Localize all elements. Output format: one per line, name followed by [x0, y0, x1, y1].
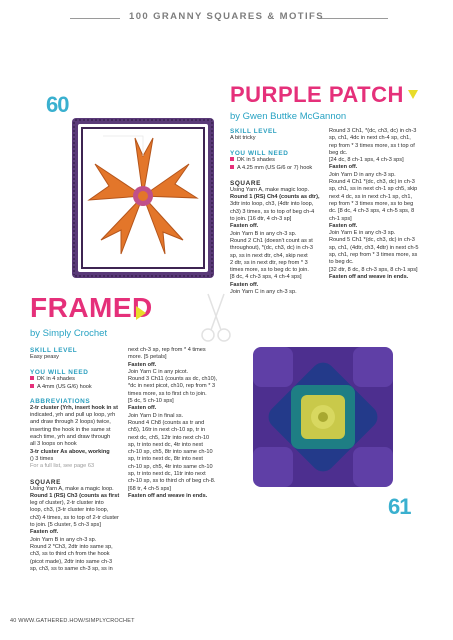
pattern-60-title: FRAMED: [30, 292, 153, 323]
need-item: DK in 4 shades: [30, 376, 125, 383]
skill-level-heading: SKILL LEVEL: [30, 347, 78, 354]
abbr-line: and draw through 2 loops) twice,: [30, 419, 111, 426]
bullet-square-icon: [230, 157, 234, 161]
need-item: A 4mm (US G/6) hook: [30, 384, 125, 391]
yellow-triangle-icon: [136, 306, 146, 320]
abbr-line: 2-tr cluster (Yrh, insert hook in st: [30, 404, 118, 411]
pattern-60-column-1: [30, 347, 125, 573]
pattern-61-byline: by Gwen Buttke McGannon: [230, 111, 347, 122]
bullet-square-icon: [230, 165, 234, 169]
yellow-triangle-icon: [408, 90, 418, 99]
pattern-61-column-2: Round 3 Ch1, *(dc, ch3, dc) in ch-3 sp, ch1, 4dc in next ch-4 sp, ch1, rep from * 3 times more, ss t top of beg dc. [24 dc, 8 ch-1 sps, 4 ch-3 sps] Fasten off. Join Yarn D in any ch-3 sp. Round 4 Ch1 *(dc, ch3, dc) in ch-3 sp, ch1, ss in next ch-1 sp ch5, skip next 4 dc, ss in next ch-1 sp, ch1, rep from * 3 times more, ss to beg dc. [8 dc, 4 ch-3 sps, 4 ch-5 sps, 8 ch-1 sps] Fasten off. Join Yarn E in any ch-3 sp. Round 5 Ch1 *(dc, ch3, dc) in ch-3 sp, ch1, (4dtr, ch3, 4dtr) in next ch-5 sp, ch1, rep from * 3 times more, ss to beg dc. [32 dtr, 8 dc, 8 ch-3 sps, 8 ch-1 sps] Fasten off and weave in ends.: [329, 128, 419, 280]
skill-level-heading: SKILL LEVEL: [230, 128, 278, 135]
pattern-61-number: 61: [388, 494, 411, 519]
abbr-line: () 3 times: [30, 455, 54, 462]
abbr-note: For a full list, see page 63: [30, 463, 95, 470]
pattern-60-number: 60: [46, 92, 69, 117]
pattern-61-column-1: [230, 128, 326, 296]
you-will-need-heading: YOU WILL NEED: [230, 150, 289, 158]
need-item: DK in 5 shades: [230, 157, 326, 164]
pattern-60-column-2: next ch-3 sp, rep from * 4 times more. [5 petals] Fasten off. Join Yarn C in any picot. Round 3 Ch11 (counts as dc, ch10), *dc in next picot, ch10, rep from * 3 times more, ss to first ch to join. [5 dc, 5 ch-10 sps] Fasten off. Join Yarn D in final ss. Round 4 Ch8 (counts as tr and ch5), 16tr in next ch-10 sp, tr in next dc, ch5, 12tr into next ch-10 sp, tr into next dc, 4tr into next ch-10 sp, ch5, 8tr into same ch-10 sp, tr into next dc, 8tr into next ch-10 sp, ch5, 4tr into same ch-10 sp, tr into next dc, 11tr into next ch-10 sp, ss to third ch of beg ch-8. [68 tr, 4 ch-5 sps] Fasten off and weave in ends.: [128, 347, 218, 499]
running-header: [0, 10, 453, 26]
skill-level-value: A bit tricky: [230, 135, 256, 141]
pattern-61-instructions-1: Using Yarn A, make magic loop. Round 1 (RS) Ch4 (counts as dtr), 3dtr into loop, ch3, (4dtr into loop, ch3) 3 times, ss to top of beg ch-4 to join. [16 dtr, 4 ch-3 sp] Fasten off. Join Yarn B in any ch-3 sp. Round 2 Ch1 (doesn't count as st throughout), *(dc, ch3, dc) in ch-3 sp, ss in next dtr, ch4, skip next 2 dtr, ss in next dtr, rep from * 3 times more, ss to beg dc to join. [8 dc, 4 ch-3 sps, 4 ch-4 sps] Fasten off. Join Yarn C in any ch-3 sp.: [230, 186, 320, 296]
pattern-60-instructions-1: Using Yarn A, make a magic loop. Round 1 (RS) Ch3 (counts as first leg of cluster), 2-tr cluster into loop, ch3, (3-tr cluster into loop, ch3) 4 times, ss to top of 2-tr cluster to join. [5 cluster, 5 ch-3 sps] Fasten off. Join Yarn B in any ch-3 sp. Round 2 *Ch3, 2dtr into same sp, ch3, ss to third ch from the hook (picot made), 2dtr into same ch-3 sp, ch3, ss to same ch-3 sp, ss in: [30, 485, 120, 572]
square-heading: SQUARE: [30, 478, 61, 486]
bullet-square-icon: [30, 384, 34, 388]
abbreviations-heading: ABBREVIATIONS: [30, 397, 91, 405]
abbr-line: inserting the hook in the same st: [30, 426, 111, 433]
header-title: 100 GRANNY SQUARES & MOTIFS: [129, 11, 324, 22]
abbr-line: 3-tr cluster As above, working: [30, 448, 110, 455]
abbr-line: indicated, yrh and pull up loop, yrh: [30, 412, 116, 419]
skill-level-value: Easy peasy: [30, 354, 59, 360]
abbr-line: all 3 loops on hook: [30, 441, 77, 448]
need-item: A 4.25 mm (US G/6 or 7) hook: [230, 165, 326, 172]
you-will-need-heading: YOU WILL NEED: [30, 369, 89, 377]
scissors-icon: [196, 290, 236, 350]
pattern-61-title: PURPLE PATCH: [230, 82, 404, 107]
page-footer: 40 WWW.GATHERED.HOW/SIMPLYCROCHET: [10, 618, 135, 624]
framed-square-photo: [62, 110, 222, 288]
purple-patch-photo: [246, 340, 401, 495]
bullet-square-icon: [30, 376, 34, 380]
pattern-60-byline: by Simply Crochet: [30, 328, 108, 339]
square-heading: SQUARE: [230, 179, 261, 187]
abbr-line: each time, yrh and draw through: [30, 434, 111, 441]
